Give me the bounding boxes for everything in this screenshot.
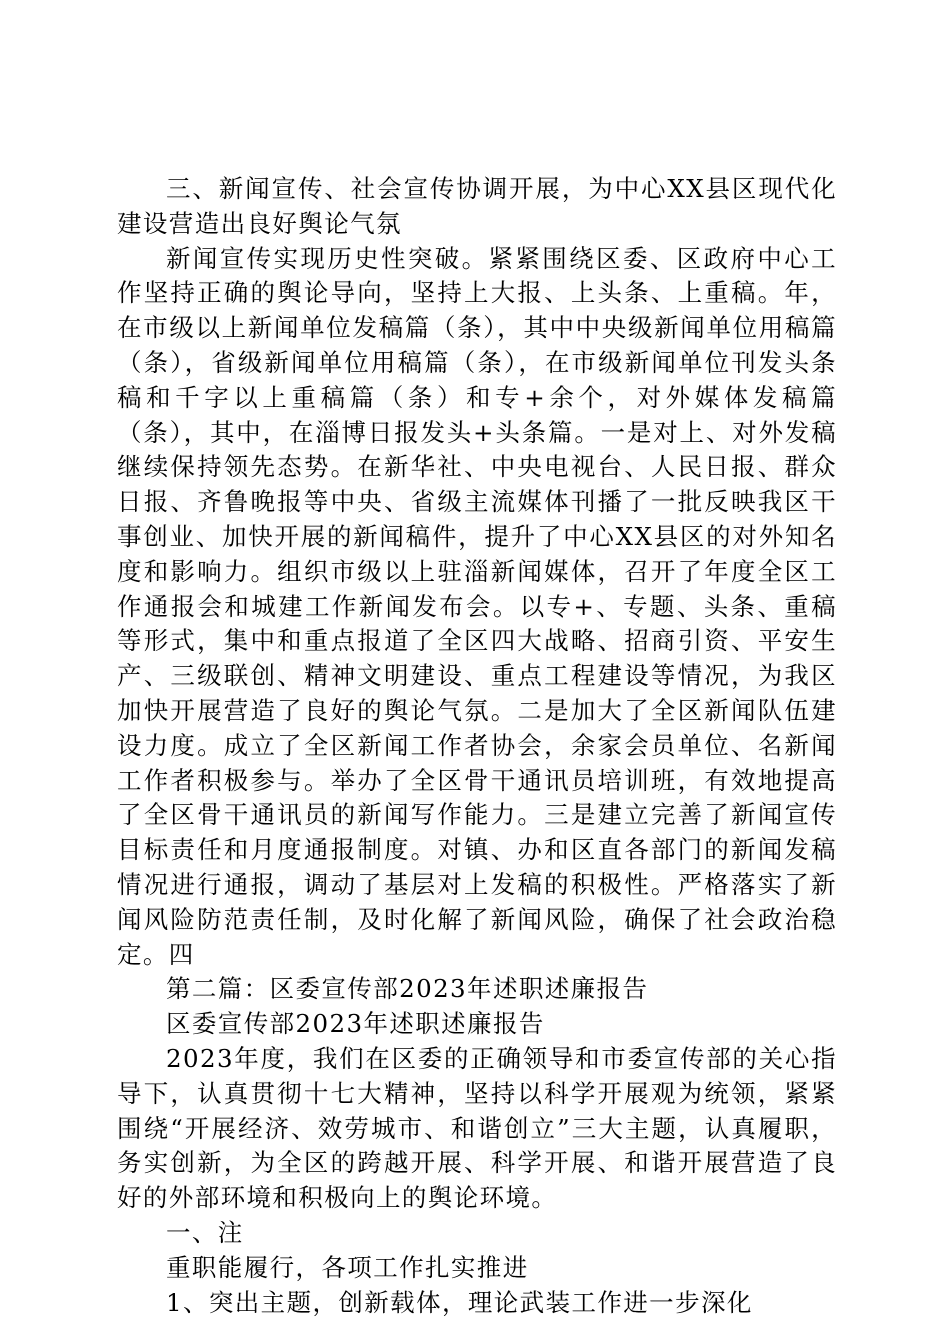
article-title-second: 第二篇：区委宣传部2023年述职述廉报告 bbox=[166, 974, 649, 1004]
body-paragraph-news-breakthrough: 新闻宣传实现历史性突破。紧紧围绕区委、区政府中心工作坚持正确的舆论导向，坚持上大报、上头条、上重稿。年，在市级以上新闻单位发稿篇（条），其中中央级新闻单位用稿篇（条），省级新闻单位用稿篇（条），在市级新闻单位刊发头条稿和千字以上重稿篇（条）和专+余个，对外媒体发稿篇（条），其中，在淄博日报发头+头条篇。一是对上、对外发稿继续保持领先态势。在新华社、中央电视台、人民日报、群众日报、齐鲁晚报等中央、省级主流媒体刊播了一批反映我区干事创业、加快开展的新闻稿件，提升了中心XX县区的对外知名度和影响力。组织市级以上驻淄新闻媒体，召开了年度全区工作通报会和城建工作新闻发布会。以专+、专题、头条、重稿等形式，集中和重点报道了全区四大战略、招商引资、平安生产、三级联创、精神文明建设、重点工程建设等情况，为我区加快开展营造了良好的舆论气氛。二是加大了全区新闻队伍建设力度。成立了全区新闻工作者协会，余家会员单位、名新闻工作者积极参与。举办了全区骨干通讯员培训班，有效地提高了全区骨干通讯员的新闻写作能力。三是建立完善了新闻宣传目标责任和月度通报制度。对镇、办和区直各部门的新闻发稿情况进行通报，调动了基层对上发稿的积极性。严格落实了新闻风险防范责任制，及时化解了新闻风险，确保了社会政治稳定。四 bbox=[117, 243, 837, 969]
section-heading-one-part2: 重职能履行，各项工作扎实推进 bbox=[166, 1252, 529, 1282]
report-title: 区委宣传部2023年述职述廉报告 bbox=[166, 1009, 545, 1039]
subsection-heading-theory: 1、突出主题，创新载体，理论武装工作进一步深化 bbox=[166, 1287, 753, 1317]
document-body bbox=[117, 172, 837, 1320]
section-heading-one-part1: 一、注 bbox=[166, 1217, 244, 1247]
section-heading-news-publicity: 三、新闻宣传、社会宣传协调开展，为中心XX县区现代化建设营造出良好舆论气氛 bbox=[117, 174, 837, 238]
body-paragraph-annual-summary: 2023年度，我们在区委的正确领导和市委宣传部的关心指导下，认真贯彻十七大精神，坚持以科学开展观为统领，紧紧围绕“开展经济、效劳城市、和谐创立”三大主题，认真履职，务实创新，为全区的跨越开展、科学开展、和谐开展营造了良好的外部环境和积极向上的舆论环境。 bbox=[117, 1043, 837, 1213]
